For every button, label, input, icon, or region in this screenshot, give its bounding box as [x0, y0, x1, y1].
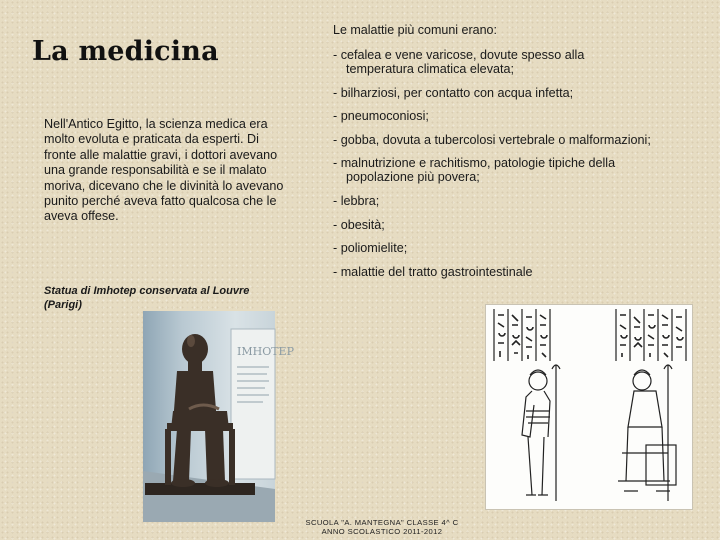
disease-item: - malnutrizione e rachitismo, patologie tipiche della popolazione più povera; — [333, 156, 616, 185]
disease-item: - pneumoconiosi; — [333, 109, 429, 124]
museum-label-text: IMHOTEP — [237, 345, 294, 358]
disease-item: - cefalea e vene varicose, dovute spesso alla temperatura climatica elevata; — [333, 48, 585, 76]
egyptian-relief-drawing — [485, 304, 693, 510]
footer-school: SCUOLA "A. MANTEGNA" CLASSE 4^ C — [305, 518, 459, 527]
footer-year: ANNO SCOLASTICO 2011-2012 — [321, 527, 443, 536]
slide-title: La medicina — [32, 36, 219, 67]
disease-item: - lebbra; — [333, 193, 380, 208]
disease-item: - poliomielite; — [333, 241, 408, 256]
disease-list — [333, 48, 653, 288]
intro-paragraph: Nell'Antico Egitto, la scienza medica era molto evoluta e praticata da esperti. Di fronte alle malattie gravi, i dottori avevano una grande responsabilità e se il malato moriva, dicevano che le divinità lo avevano punito perché aveva fatto qualcosa che le aveva offese. — [44, 117, 284, 224]
footer — [297, 518, 467, 536]
disease-item: - bilharziosi, per contatto con acqua infetta; — [333, 85, 574, 100]
disease-item: - gobba, dovuta a tubercolosi vertebrale o malformazioni; — [333, 132, 651, 147]
disease-item: - obesità; — [333, 217, 385, 232]
relief-illustration — [486, 305, 692, 509]
photo-caption: Statua di Imhotep conservata al Louvre (Parigi) — [44, 285, 250, 311]
disease-item: - malattie del tratto gastrointestinale — [333, 264, 533, 279]
list-heading: Le malattie più comuni erano: — [333, 23, 497, 37]
imhotep-statue-photo — [143, 311, 294, 522]
statue-illustration — [143, 311, 294, 522]
